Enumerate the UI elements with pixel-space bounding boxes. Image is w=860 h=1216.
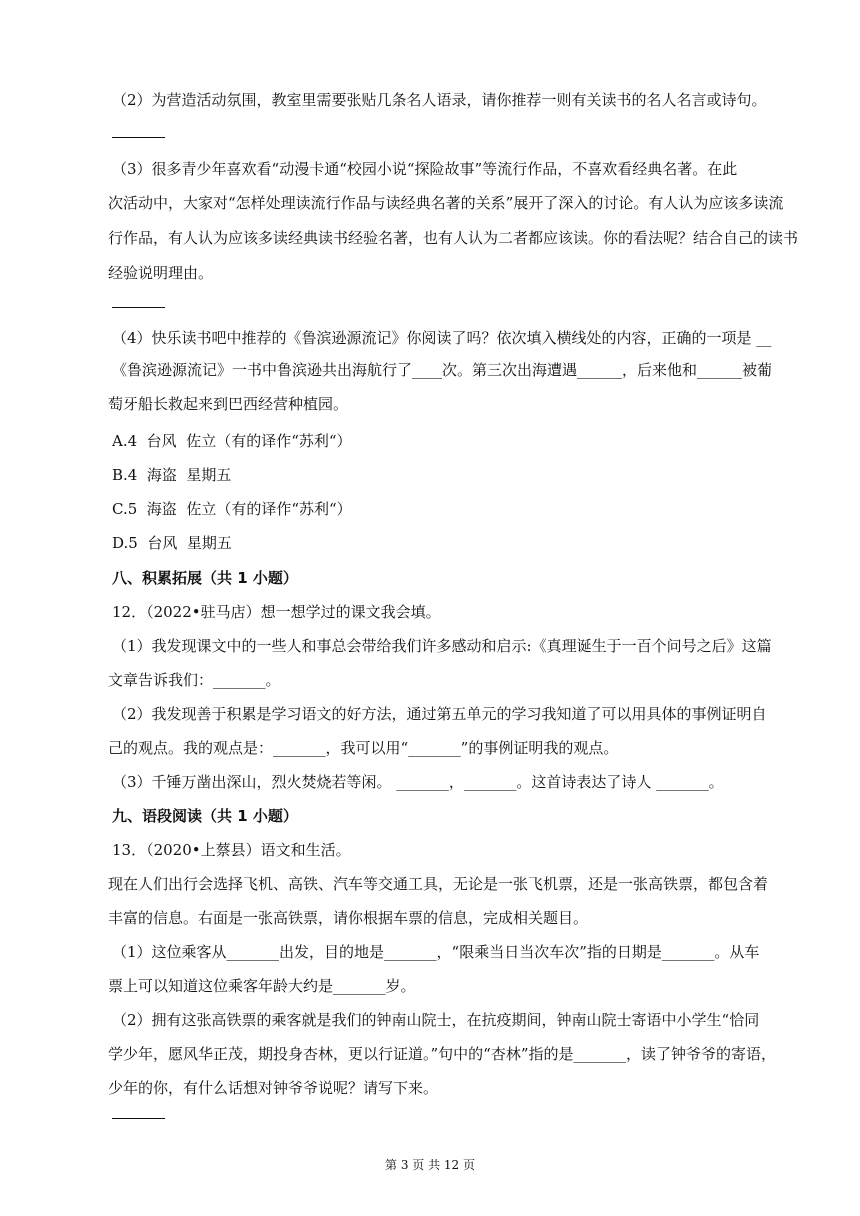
q13-part1-text: 票上可以知道这位乘客年龄大约是_______岁。	[108, 977, 416, 995]
option-c: C.5 海盗 佐立（有的译作“苏利“）	[112, 500, 352, 518]
q12-part3-text: （3）千锤万凿出深山，烈火焚烧若等闲。 _______，_______。这首诗表达了诗人 _______。	[112, 773, 724, 791]
q13-part1-text: （1）这位乘客从_______出发，目的地是_______，“限乘当日当次车次”指的日期是_______。从车	[112, 943, 760, 961]
q11-part3-text: 行作品，有人认为应该多读经典读书经验名著，也有人认为二者都应该读。你的看法呢？结合自己的读书	[108, 229, 799, 247]
answer-blank-line	[112, 1118, 165, 1119]
option-a: A.4 台风 佐立（有的译作“苏利“）	[112, 432, 352, 450]
option-b: B.4 海盗 星期五	[112, 466, 232, 484]
q13-part2-text: 学少年，愿风华正茂，期投身杏林，更以行证道。”句中的“杏林”指的是_______，读了钟爷爷的寄语，	[108, 1045, 777, 1063]
q12-part2-text: 己的观点。我的观点是：_______，我可以用“_______”的事例证明我的观点。	[108, 739, 619, 757]
q11-part3-text: 次活动中，大家对“怎样处理读流行作品与读经典名著的关系”展开了深入的讨论。有人认为应该多读流	[108, 194, 784, 212]
q11-part4-text: 萄牙船长救起来到巴西经营种植园。	[108, 395, 349, 413]
page-footer: 第 3 页 共 12 页	[385, 1158, 475, 1172]
question-12-stem: 12．（2022•驻马店）想一想学过的课文我会填。	[112, 603, 441, 621]
q12-part1-text: 文章告诉我们：_______。	[108, 671, 281, 689]
option-d: D.5 台风 星期五	[112, 534, 232, 552]
question-13-stem: 13．（2020•上蔡县）语文和生活。	[112, 841, 351, 859]
q13-intro-text: 现在人们出行会选择飞机、高铁、汽车等交通工具，无论是一张飞机票，还是一张高铁票，都包含着	[108, 875, 769, 893]
q13-intro-text: 丰富的信息。右面是一张高铁票，请你根据车票的信息，完成相关题目。	[108, 909, 589, 927]
answer-blank-line	[112, 307, 165, 308]
q11-part2-text: （2）为营造活动氛围，教室里需要张贴几条名人语录，请你推荐一则有关读书的名人名言或诗句。	[112, 91, 767, 109]
q11-part4-text: （4）快乐读书吧中推荐的《鲁滨逊源流记》你阅读了吗？依次填入横线处的内容，正确的一项是 __	[112, 329, 772, 347]
q13-part2-text: （2）拥有这张高铁票的乘客就是我们的钟南山院士，在抗疫期间，钟南山院士寄语中小学生“恰同	[112, 1011, 760, 1029]
q12-part1-text: （1）我发现课文中的一些人和事总会带给我们许多感动和启示:《真理诞生于一百个问号之后》这篇	[112, 637, 772, 655]
q13-part2-text: 少年的你，有什么话想对钟爷爷说呢？请写下来。	[108, 1079, 439, 1097]
q12-part2-text: （2）我发现善于积累是学习语文的好方法，通过第五单元的学习我知道了可以用具体的事例证明自	[112, 705, 767, 723]
q11-part3-text: （3）很多青少年喜欢看“动漫卡通“校园小说“探险故事”等流行作品，不喜欢看经典名著。在此	[112, 160, 738, 178]
answer-blank-line	[112, 137, 165, 138]
section-heading: 八、积累拓展（共 1 小题）	[112, 569, 298, 587]
q11-part3-text: 经验说明理由。	[108, 264, 214, 282]
q11-part4-text: 《鲁滨逊源流记》一书中鲁滨逊共出海航行了____次。第三次出海遭遇______，后来他和______被葡	[112, 361, 773, 379]
section-heading: 九、语段阅读（共 1 小题）	[112, 807, 298, 825]
